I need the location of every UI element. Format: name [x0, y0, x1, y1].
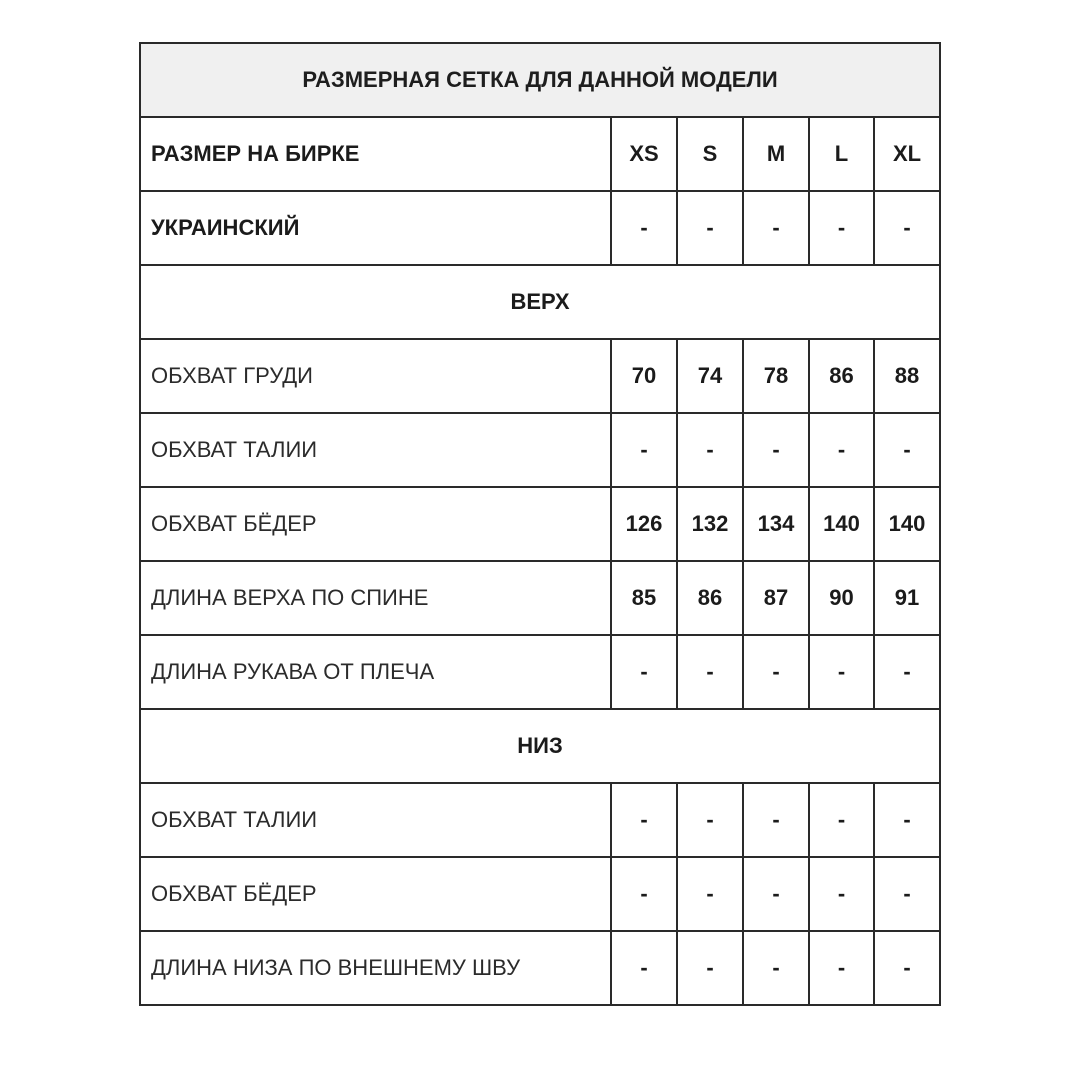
table-row: [140, 561, 940, 635]
table-row: [140, 857, 940, 931]
table-cell: -: [611, 783, 677, 857]
table-cell: -: [809, 635, 874, 709]
table-cell: -: [874, 413, 940, 487]
table-cell: -: [743, 191, 809, 265]
table-cell: -: [611, 857, 677, 931]
size-xs: XS: [611, 117, 677, 191]
ukrainian-label: УКРАИНСКИЙ: [140, 191, 611, 265]
row-label: ДЛИНА ВЕРХА ПО СПИНЕ: [140, 561, 611, 635]
table-cell: -: [874, 783, 940, 857]
table-cell: -: [677, 191, 743, 265]
table-row: [140, 931, 940, 1005]
table-cell: -: [874, 191, 940, 265]
title-row: [140, 43, 940, 117]
table-cell: 85: [611, 561, 677, 635]
table-cell: -: [743, 635, 809, 709]
table-cell: -: [743, 413, 809, 487]
table-title: РАЗМЕРНАЯ СЕТКА ДЛЯ ДАННОЙ МОДЕЛИ: [140, 43, 940, 117]
table-cell: 86: [677, 561, 743, 635]
table-cell: 126: [611, 487, 677, 561]
row-label: ОБХВАТ ТАЛИИ: [140, 413, 611, 487]
row-label: ОБХВАТ ТАЛИИ: [140, 783, 611, 857]
section-heading-top: ВЕРХ: [140, 265, 940, 339]
table-cell: -: [677, 857, 743, 931]
table-cell: 134: [743, 487, 809, 561]
section-heading-bottom: НИЗ: [140, 709, 940, 783]
table-cell: -: [677, 931, 743, 1005]
row-label: ОБХВАТ ГРУДИ: [140, 339, 611, 413]
table-cell: -: [809, 931, 874, 1005]
table-cell: -: [874, 857, 940, 931]
table-cell: -: [809, 783, 874, 857]
row-label: ОБХВАТ БЁДЕР: [140, 857, 611, 931]
table-cell: -: [677, 413, 743, 487]
section-bottom-row: [140, 709, 940, 783]
table-cell: -: [611, 191, 677, 265]
table-cell: -: [809, 191, 874, 265]
table-row: [140, 635, 940, 709]
table-cell: -: [611, 635, 677, 709]
table-row: [140, 413, 940, 487]
row-label: ОБХВАТ БЁДЕР: [140, 487, 611, 561]
table-cell: -: [874, 931, 940, 1005]
size-s: S: [677, 117, 743, 191]
size-header-row: [140, 117, 940, 191]
table-cell: 90: [809, 561, 874, 635]
table-cell: 70: [611, 339, 677, 413]
table-cell: -: [611, 931, 677, 1005]
table-cell: -: [677, 635, 743, 709]
table-cell: -: [677, 783, 743, 857]
row-label: ДЛИНА НИЗА ПО ВНЕШНЕМУ ШВУ: [140, 931, 611, 1005]
table-cell: 132: [677, 487, 743, 561]
table-cell: 140: [874, 487, 940, 561]
ukrainian-row: [140, 191, 940, 265]
section-top-row: [140, 265, 940, 339]
table-row: [140, 339, 940, 413]
table-cell: -: [743, 857, 809, 931]
table-cell: -: [743, 783, 809, 857]
table-row: [140, 487, 940, 561]
table-cell: 86: [809, 339, 874, 413]
row-label: ДЛИНА РУКАВА ОТ ПЛЕЧА: [140, 635, 611, 709]
table-cell: 140: [809, 487, 874, 561]
table-cell: 91: [874, 561, 940, 635]
table-row: [140, 783, 940, 857]
table-cell: 87: [743, 561, 809, 635]
table-cell: 78: [743, 339, 809, 413]
table-cell: -: [809, 857, 874, 931]
size-xl: XL: [874, 117, 940, 191]
table-cell: -: [743, 931, 809, 1005]
size-label: РАЗМЕР НА БИРКЕ: [140, 117, 611, 191]
table-cell: -: [809, 413, 874, 487]
table-cell: -: [611, 413, 677, 487]
table-cell: 74: [677, 339, 743, 413]
table-cell: 88: [874, 339, 940, 413]
size-chart-table: [139, 42, 941, 1006]
table-cell: -: [874, 635, 940, 709]
size-m: M: [743, 117, 809, 191]
size-l: L: [809, 117, 874, 191]
